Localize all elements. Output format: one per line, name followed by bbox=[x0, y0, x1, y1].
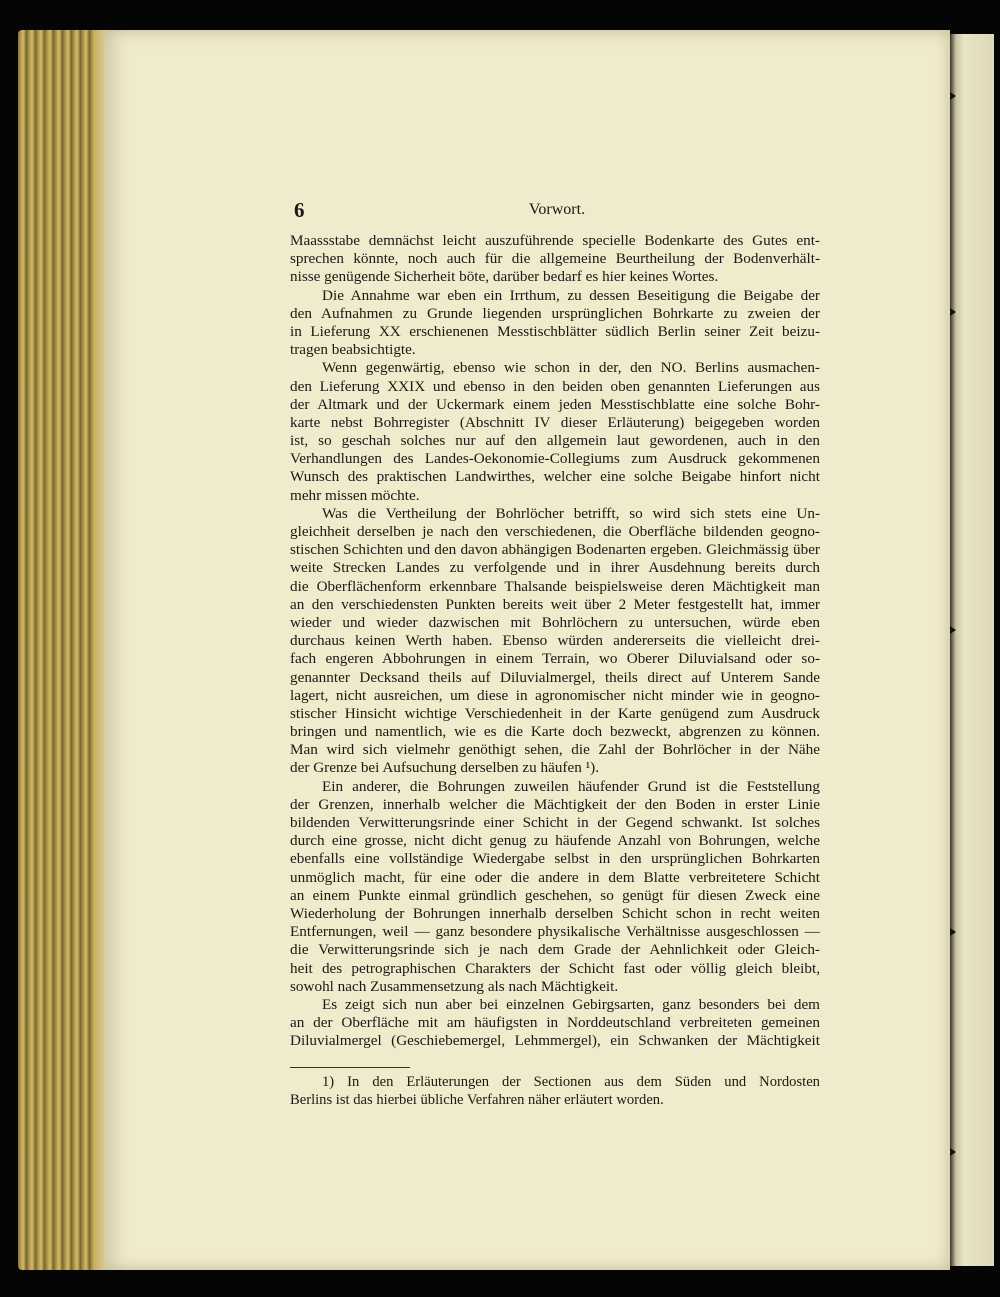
body-line: ebenfalls eine vollständige Wiedergabe selbst in den ursprünglichen Bohrkarten bbox=[290, 850, 820, 868]
body-line: sprechen könnte, noch auch für die allgemeine Beurtheilung der Bodenverhält- bbox=[290, 250, 820, 268]
body-line: bringen und namentlich, wie es die Karte doch bezweckt, abgrenzen zu können. bbox=[290, 723, 820, 741]
body-line: der Altmark und der Uckermark einem jeden Messtischblatte eine solche Bohr- bbox=[290, 395, 820, 413]
footnote-text-line-1: In den Erläuterungen der Sectionen aus dem Süden und Nordosten bbox=[347, 1074, 820, 1090]
body-line: genannter Decksand theils auf Diluvialmergel, theils direct auf Unterem Sande bbox=[290, 668, 820, 686]
footnote-rule bbox=[290, 1067, 410, 1068]
body-line: Man wird sich vielmehr genöthigt sehen, die Zahl der Bohrlöcher in der Nähe bbox=[290, 741, 820, 759]
body-line: Maassstabe demnächst leicht auszuführende specielle Bodenkarte des Gutes ent- bbox=[290, 232, 820, 249]
body-line: ist, so geschah solches nur auf den allgemein laut gewordenen, auch in den bbox=[290, 432, 820, 450]
body-line: stischen Schichten und den davon abhängigen Bodenarten ergeben. Gleichmässig über bbox=[290, 541, 820, 559]
body-line: unmöglich macht, für eine oder die andere in dem Blatte verbreitetere Schicht bbox=[290, 868, 820, 886]
body-line: gleichheit derselben je nach den verschiedenen, die Oberfläche bildenden geogno- bbox=[290, 523, 820, 540]
body-line: lagert, nicht ausreichen, um diese in agronomischer nicht minder wie in geogno- bbox=[290, 686, 820, 704]
adjacent-page-edge bbox=[950, 34, 994, 1266]
body-line: den Lieferung XXIX und ebenso in den beiden oben genannten Lieferungen aus bbox=[290, 377, 820, 395]
body-line: der Grenzen, innerhalb welcher die Mächtigkeit der den Boden in erster Linie bbox=[290, 795, 820, 813]
body-line: Wunsch des praktischen Landwirthes, welcher eine solche Beigabe hinfort nicht bbox=[290, 468, 820, 486]
body-line: an den verschiedensten Punkten bereits weit über 2 Meter festgestellt hat, immer bbox=[290, 595, 820, 613]
body-line: Wenn gegenwärtig, ebenso wie schon in der, den NO. Berlins ausmachen- bbox=[322, 359, 820, 377]
body-line: Es zeigt sich nun aber bei einzelnen Gebirgsarten, ganz besonders bei dem bbox=[322, 995, 820, 1013]
footnote-text-line-2: Berlins ist das hierbei übliche Verfahren näher erläutert worden. bbox=[290, 1092, 664, 1109]
body-line: tragen beabsichtigte. bbox=[290, 341, 416, 359]
body-line: in Lieferung XX erschienenen Messtischblätter südlich Berlin seiner Zeit beizu- bbox=[290, 322, 820, 340]
body-line: Die Annahme war eben ein Irrthum, zu dessen Beseitigung die Beigabe der bbox=[322, 286, 820, 304]
body-line: der Grenze bei Aufsuchung derselben zu häufen ¹). bbox=[290, 759, 600, 777]
body-line: mehr missen möchte. bbox=[290, 486, 420, 504]
body-line: an einem Punkte einmal gründlich geschehen, so genügt für diesen Zweck eine bbox=[290, 886, 820, 904]
body-line: wieder und wieder dazwischen mit Bohrlöchern zu untersuchen, würde eben bbox=[290, 613, 820, 631]
body-text bbox=[290, 232, 820, 1050]
book-page-edges bbox=[18, 30, 110, 1270]
running-head bbox=[294, 198, 820, 222]
body-line: weite Strecken Landes zu verfolgende und in ihrer Ausdehnung bereits durch bbox=[290, 559, 820, 577]
body-line: an der Oberfläche mit am häufigsten in Norddeutschland verbreiteten gemeinen bbox=[290, 1014, 820, 1032]
body-line: durch eine grosse, nicht dicht genug zu häufende Anzahl von Bohrungen, welche bbox=[290, 832, 820, 850]
body-line: Wiederholung der Bohrungen innerhalb derselben Schicht schon in recht weiten bbox=[290, 904, 820, 922]
footnote bbox=[290, 1073, 820, 1109]
body-line: Verhandlungen des Landes-Oekonomie-Collegiums zum Ausdruck gekommenen bbox=[290, 450, 820, 468]
body-line: Ein anderer, die Bohrungen zuweilen häufender Grund ist die Feststellung bbox=[322, 777, 820, 795]
footnote-marker: 1) bbox=[322, 1074, 335, 1090]
body-line: Diluvialmergel (Geschiebemergel, Lehmmergel), ein Schwanken der Mächtigkeit bbox=[290, 1032, 820, 1050]
body-line: Was die Vertheilung der Bohrlöcher betrifft, so wird sich stets eine Un- bbox=[322, 504, 820, 522]
body-line: fach engeren Abbohrungen in einem Terrain, wo Oberer Diluvialsand oder so- bbox=[290, 650, 820, 668]
page-number: 6 bbox=[294, 198, 305, 222]
body-line: die Oberflächenform erkennbare Thalsande beispielsweise deren Mächtigkeit man bbox=[290, 577, 820, 595]
body-line: sowohl nach Zusammensetzung als nach Mächtigkeit. bbox=[290, 977, 619, 995]
body-line: die Verwitterungsrinde sich je nach dem Grade der Aehnlichkeit oder Gleich- bbox=[290, 941, 820, 959]
body-line: Entfernungen, weil — ganz besondere physikalische Verhältnisse ausgeschlossen — bbox=[290, 923, 820, 941]
body-line: durchaus keinen Werth haben. Ebenso würden andererseits die vielleicht drei- bbox=[290, 632, 820, 650]
body-line: karte nebst Bohrregister (Abschnitt IV dieser Erläuterung) beigegeben worden bbox=[290, 413, 820, 431]
body-line: bildenden Verwitterungsrinde einer Schicht in der Gegend schwankt. Ist solches bbox=[290, 814, 820, 831]
body-line: nisse genügende Sicherheit böte, darüber bedarf es hier keines Wortes. bbox=[290, 268, 719, 286]
body-line: den Aufnahmen zu Grunde liegenden ursprünglichen Bohrkarte zu zweien der bbox=[290, 304, 820, 322]
body-line: stischer Hinsicht wichtige Verschiedenheit in der Karte genügend zum Ausdruck bbox=[290, 704, 820, 722]
page-title: Vorwort. bbox=[528, 201, 586, 218]
body-line: heit des petrographischen Charakters der Schicht fast oder völlig gleich bleibt, bbox=[290, 959, 820, 977]
